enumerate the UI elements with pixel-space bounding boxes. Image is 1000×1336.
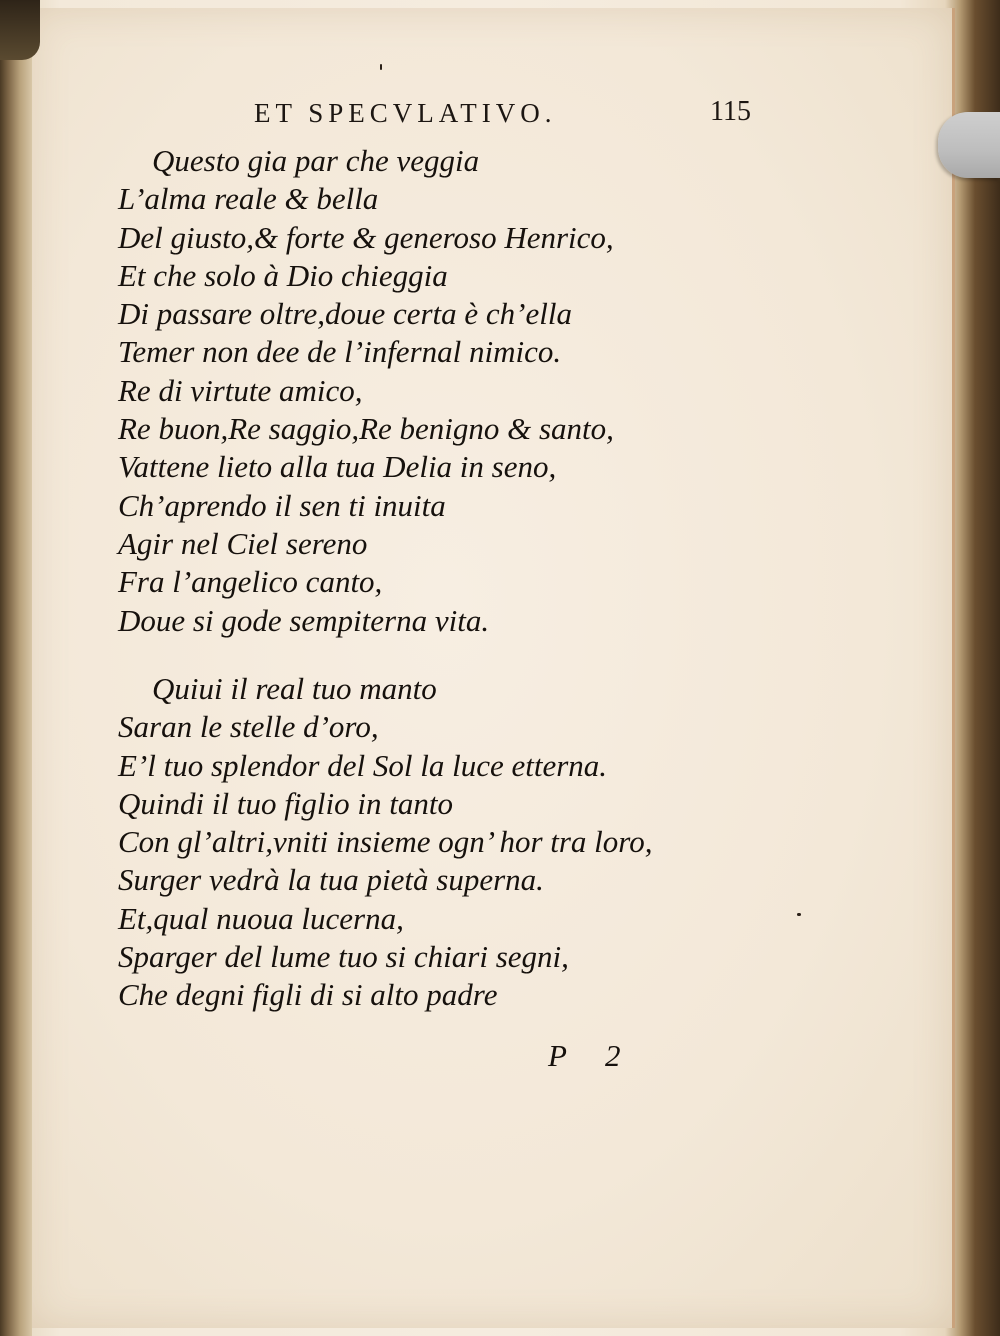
verse-line: Et che solo à Dio chieggia	[118, 257, 448, 293]
signature-letter: P	[548, 1038, 567, 1073]
verse-line: Ch’aprendo il sen ti inuita	[118, 487, 446, 523]
verse-line: Re di virtute amico,	[118, 372, 363, 408]
verse-line: L’alma reale & bella	[118, 181, 379, 217]
binding-edge	[0, 0, 32, 1336]
ink-speck	[380, 64, 382, 70]
verse-line: Fra l’angelico canto,	[118, 564, 383, 600]
stanza-2	[118, 670, 652, 1015]
verse-line: Vattene lieto alla tua Delia in seno,	[118, 449, 557, 485]
verse-line: Doue si gode sempiterna vita.	[118, 602, 490, 638]
stanza-1	[118, 142, 614, 640]
verse-line: E’l tuo splendor del Sol la luce etterna.	[118, 747, 608, 783]
verse-line: Surger vedrà la tua pietà superna.	[118, 862, 544, 898]
page-marker-tab	[938, 112, 1000, 178]
ink-speck	[797, 913, 801, 916]
verse-line: Con gl’altri,vniti insieme ogn’ hor tra loro,	[118, 824, 653, 860]
verse-line: Agir nel Ciel sereno	[118, 525, 368, 561]
verse-line: Et,qual nuoua lucerna,	[118, 900, 404, 936]
verse-line: Sparger del lume tuo si chiari segni,	[118, 939, 569, 975]
verse-line: Che degni figli di si alto padre	[118, 977, 498, 1013]
book-spine	[0, 0, 40, 60]
verse-line: Temer non dee de l’infernal nimico.	[118, 334, 562, 370]
signature-number: 2	[604, 1038, 621, 1073]
page-number: 115	[710, 96, 751, 127]
verse-line: Saran le stelle d’oro,	[118, 709, 379, 745]
signature-mark	[548, 1038, 620, 1074]
verse-line: Quindi il tuo figlio in tanto	[118, 785, 453, 821]
verse-line: Questo gia par che veggia	[152, 143, 480, 178]
verse-line: Di passare oltre,doue certa è ch’ella	[118, 296, 572, 332]
running-header: ET SPECVLATIVO.	[254, 98, 557, 128]
verse-line: Del giusto,& forte & generoso Henrico,	[118, 219, 614, 255]
verse-line: Re buon,Re saggio,Re benigno & santo,	[118, 411, 614, 447]
verse-line: Quiui il real tuo manto	[152, 671, 437, 706]
